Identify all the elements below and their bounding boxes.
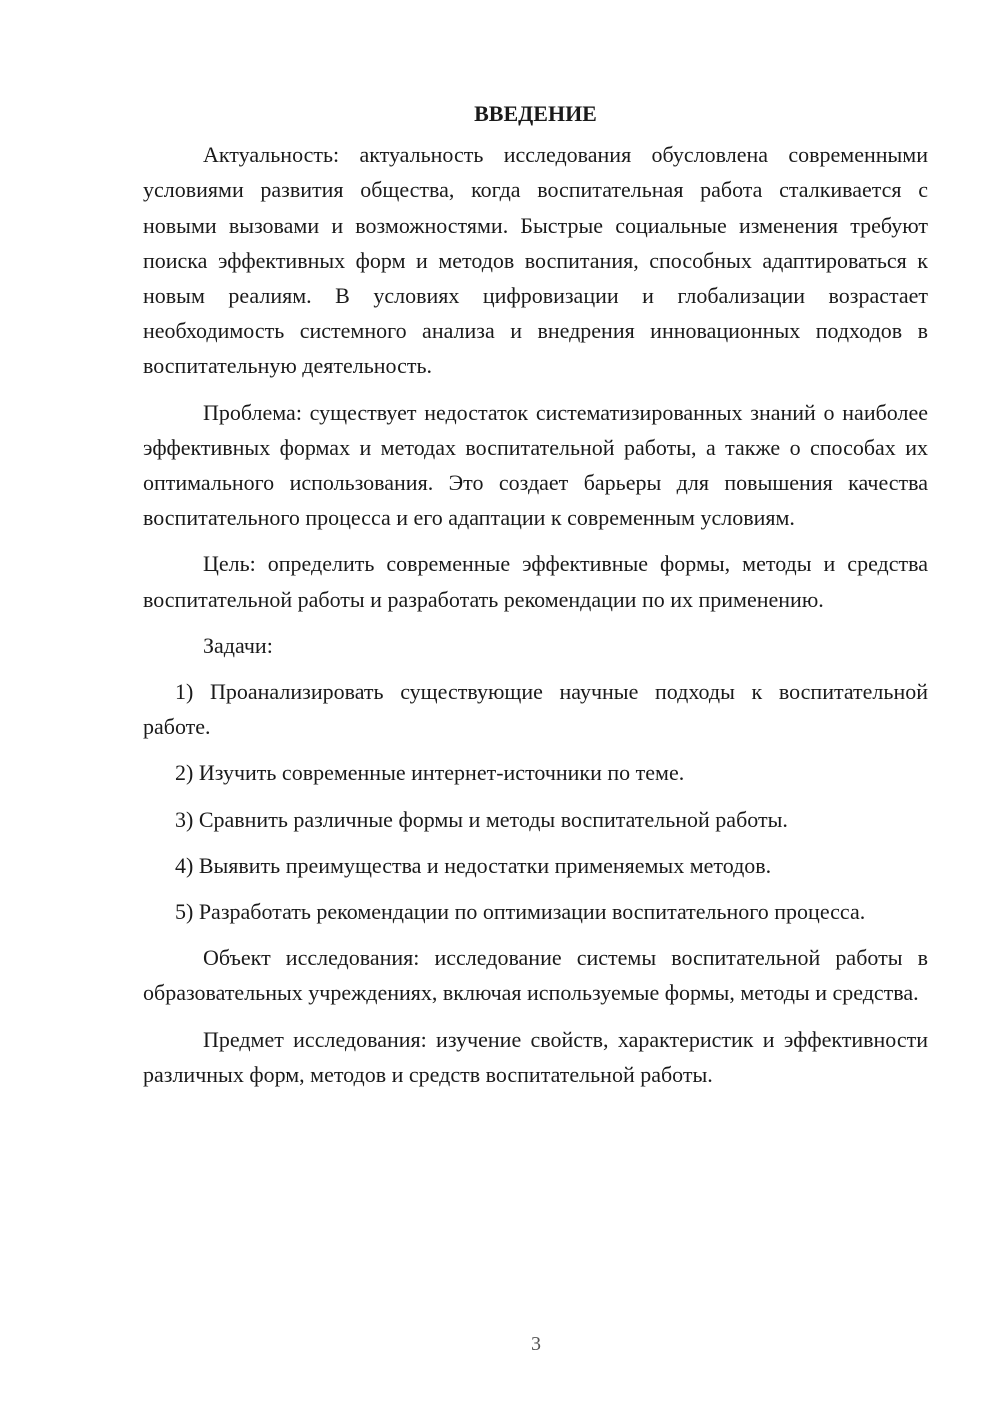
paragraph-relevance: Актуальность: актуальность исследования обусловлена современными условиями развития общества, когда воспитательная работа сталкивается с новыми вызовами и возможностями. Быстрые социальные изменения требуют поиска эффективных форм и методов воспитания, способных адаптироваться к новым реалиям. В условиях цифровизации и глобализации возрастает необходимость системного анализа и внедрения инновационных подходов в воспитательную деятельность. [143,142,928,379]
task-item-2: 2) Изучить современные интернет-источники по теме. [175,760,685,786]
paragraph-object: Объект исследования: исследование системы воспитательной работы в образовательных учреждениях, включая используемые формы, методы и средства. [143,945,928,1006]
page-number: 3 [531,1333,541,1355]
tasks-heading: Задачи: [203,632,273,658]
page-title: ВВЕДЕНИЕ [474,101,597,126]
task-item-5: 5) Разработать рекомендации по оптимизации воспитательного процесса. [175,899,866,925]
paragraph-goal: Цель: определить современные эффективные формы, методы и средства воспитательной работы и разработать рекомендации по их применению. [143,551,928,612]
document-page [143,96,928,1103]
paragraph-subject: Предмет исследования: изучение свойств, характеристик и эффективности различных форм, методов и средств воспитательной работы. [143,1026,928,1087]
task-item-3: 3) Сравнить различные формы и методы воспитательной работы. [175,806,788,832]
paragraph-problem: Проблема: существует недостаток систематизированных знаний о наиболее эффективных формах и методах воспитательной работы, а также о способах их оптимального использования. Это создает барьеры для повышения качества воспитательного процесса и его адаптации к современным условиям. [143,399,928,531]
task-item-4: 4) Выявить преимущества и недостатки применяемых методов. [175,852,772,878]
task-item-1: 1) Проанализировать существующие научные подходы к воспитательной работе. [143,679,928,740]
